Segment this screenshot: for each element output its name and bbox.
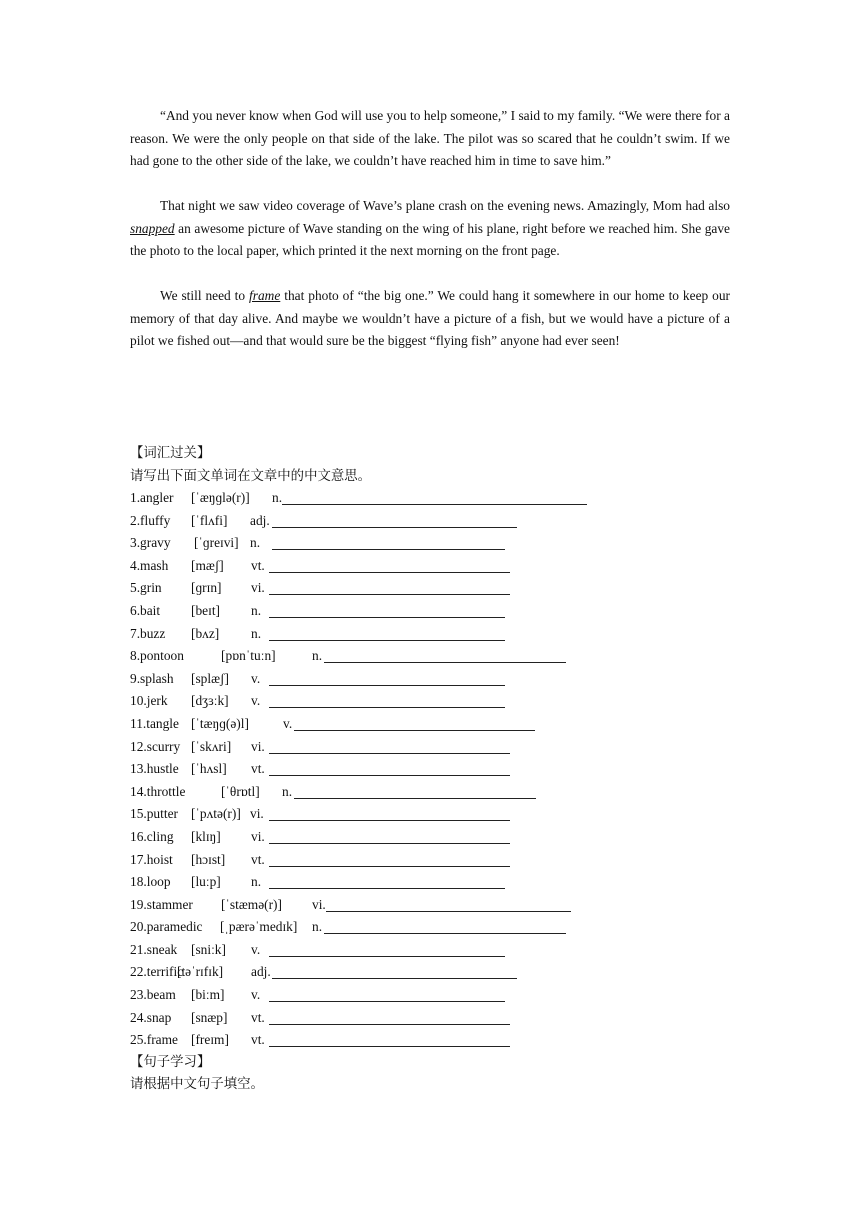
vocab-part-of-speech: n. (251, 874, 262, 890)
answer-blank[interactable] (326, 911, 571, 912)
vocab-phonetic: [biːm] (191, 987, 225, 1003)
vocab-item (130, 487, 750, 510)
vocab-part-of-speech: vt. (251, 851, 265, 867)
vocab-word: 19.stammer (130, 896, 193, 912)
vocab-part-of-speech: v. (251, 987, 261, 1003)
keyword-snapped: snapped (130, 220, 175, 236)
vocab-item (130, 803, 750, 826)
answer-blank[interactable] (269, 685, 505, 686)
answer-blank[interactable] (269, 594, 510, 595)
vocab-word: 11.tangle (130, 715, 179, 731)
keyword-frame: frame (249, 288, 281, 303)
vocab-word: 2.fluffy (130, 512, 171, 528)
answer-blank[interactable] (269, 1024, 510, 1025)
vocab-word: 18.loop (130, 874, 171, 890)
answer-blank[interactable] (269, 707, 505, 708)
vocab-part-of-speech: v. (251, 670, 261, 686)
vocab-item (130, 939, 750, 962)
vocab-word: 16.cling (130, 828, 174, 844)
vocab-word: 4.mash (130, 557, 169, 573)
vocab-phonetic: [ˈflʌfi] (191, 512, 228, 528)
vocab-section-title: 【词汇过关】 (130, 445, 211, 460)
vocab-word: 8.pontoon (130, 648, 184, 664)
sentence-section-title: 【句子学习】 (130, 1054, 211, 1069)
passage-text: “And you never know when God will use you to help someone,” I said to my family. “We were there for a reason. We were the only people on that side of the lake. The pilot was so scared that he couldn’t swim. If we had gone to the other side of the lake, we couldn’t have reached him in time to save him.” (130, 108, 730, 169)
vocab-part-of-speech: vi. (251, 828, 265, 844)
vocab-item (130, 600, 750, 623)
vocab-phonetic: [ɡrɪn] (191, 580, 222, 596)
vocab-item (130, 849, 750, 872)
vocab-phonetic: [ˈɡreɪvi] (194, 535, 239, 551)
vocab-phonetic: [ˌpærəˈmedɪk] (220, 919, 298, 935)
vocab-word: 3.gravy (130, 535, 171, 551)
vocab-item (130, 623, 750, 646)
vocab-item (130, 984, 750, 1007)
passage-paragraph-2 (130, 195, 730, 263)
vocab-phonetic: [ˈskʌri] (191, 738, 232, 754)
answer-blank[interactable] (324, 933, 566, 934)
vocab-item (130, 871, 750, 894)
vocab-part-of-speech: adj. (250, 512, 270, 528)
vocab-phonetic: [freɪm] (191, 1032, 229, 1048)
answer-blank[interactable] (269, 843, 510, 844)
vocab-part-of-speech: n. (251, 625, 262, 641)
vocab-word: 10.jerk (130, 693, 168, 709)
vocab-phonetic: [ˈæŋɡlə(r)] (191, 490, 250, 505)
answer-blank[interactable] (269, 888, 505, 889)
vocab-part-of-speech: vi. (251, 738, 265, 754)
vocab-item (130, 826, 750, 849)
vocab-word: 9.splash (130, 670, 174, 686)
vocab-word: 1.angler (130, 490, 174, 505)
vocab-word: 24.snap (130, 1009, 172, 1025)
vocab-word: 25.frame (130, 1032, 178, 1048)
vocab-word: 23.beam (130, 987, 176, 1003)
vocab-item (130, 758, 750, 781)
vocab-item (130, 894, 750, 917)
answer-blank[interactable] (269, 640, 505, 641)
vocab-part-of-speech: v. (283, 715, 293, 731)
vocab-word: 7.buzz (130, 625, 166, 641)
vocab-part-of-speech: v. (251, 941, 261, 957)
vocab-word: 21.sneak (130, 941, 178, 957)
passage-paragraph-1 (130, 105, 730, 173)
vocab-part-of-speech: vi. (312, 896, 326, 912)
vocab-item (130, 555, 750, 578)
answer-blank[interactable] (324, 662, 566, 663)
answer-blank[interactable] (269, 617, 505, 618)
answer-blank[interactable] (294, 730, 535, 731)
vocab-part-of-speech: vt. (251, 1009, 265, 1025)
vocab-item (130, 736, 750, 759)
answer-blank[interactable] (269, 775, 510, 776)
vocab-part-of-speech: vt. (251, 761, 265, 777)
passage-paragraph-3 (130, 285, 730, 353)
vocab-word: 20.paramedic (130, 919, 203, 935)
vocab-phonetic: [təˈrɪfɪk] (177, 964, 224, 980)
vocab-word: 12.scurry (130, 738, 181, 754)
vocab-word: 15.putter (130, 806, 178, 822)
vocab-part-of-speech: vi. (250, 806, 264, 822)
vocab-phonetic: [beɪt] (191, 602, 220, 618)
answer-blank[interactable] (272, 978, 517, 979)
answer-blank[interactable] (272, 549, 505, 550)
vocab-phonetic: [ˈstæmə(r)] (221, 896, 282, 912)
vocab-phonetic: [ˈhʌsl] (191, 761, 227, 777)
vocab-word: 22.terrific (130, 964, 184, 980)
answer-blank[interactable] (272, 527, 517, 528)
vocab-phonetic: [ˈθrɒtl] (221, 783, 260, 799)
vocab-word: 6.bait (130, 602, 161, 618)
passage-text: that photo of “the big one.” We could hang it somewhere in our home to keep our memory of that day alive. And maybe we wouldn’t have a picture of a fish, but we would have a picture of a pilot we fished out—and that would sure be the biggest “flying fish” anyone had ever seen! (130, 288, 730, 349)
passage-text: We still need to (160, 288, 250, 303)
vocab-item (130, 577, 750, 600)
vocab-phonetic: [luːp] (191, 874, 221, 890)
vocab-phonetic: [dʒɜːk] (191, 693, 229, 709)
vocab-part-of-speech: v. (251, 693, 261, 709)
vocab-phonetic: [klɪŋ] (191, 828, 221, 844)
answer-blank[interactable] (269, 1001, 505, 1002)
vocab-phonetic: [pɒnˈtuːn] (221, 648, 276, 664)
answer-blank[interactable] (269, 1046, 510, 1047)
vocab-phonetic: [splæʃ] (191, 670, 229, 686)
vocab-part-of-speech: n. (312, 648, 323, 664)
vocab-part-of-speech: n. (250, 535, 261, 551)
vocab-part-of-speech: vi. (251, 580, 265, 596)
vocab-phonetic: [hɔɪst] (191, 851, 226, 867)
vocab-part-of-speech: n. (282, 783, 293, 799)
answer-blank[interactable] (269, 956, 505, 957)
vocab-part-of-speech: n. (312, 919, 323, 935)
passage-text: an awesome picture of Wave standing on the wing of his plane, right before we reached him. She gave the photo to the local paper, which printed it the next morning on the front page. (130, 220, 730, 259)
vocab-word: 13.hustle (130, 761, 179, 777)
vocab-item (130, 532, 750, 555)
answer-blank[interactable] (294, 798, 536, 799)
vocab-phonetic: [ˈpʌtə(r)] (191, 806, 241, 822)
vocab-phonetic: [mæʃ] (191, 557, 224, 573)
vocab-phonetic: [snæp] (191, 1009, 228, 1025)
vocab-phonetic: [bʌz] (191, 625, 220, 641)
vocab-item (130, 961, 750, 984)
vocab-part-of-speech: vt. (251, 557, 265, 573)
answer-blank[interactable] (269, 866, 510, 867)
vocab-part-of-speech: adj. (251, 964, 271, 980)
vocab-item (130, 510, 750, 533)
vocab-phonetic: [ˈtæŋɡ(ə)l] (191, 715, 249, 731)
vocab-item (130, 1029, 750, 1052)
vocab-item (130, 713, 750, 736)
passage-text: That night we saw video coverage of Wave’s plane crash on the evening news. Amazingly, Mom had also (160, 198, 730, 213)
vocab-item (130, 916, 750, 939)
vocab-item (130, 690, 750, 713)
vocab-item (130, 1007, 750, 1030)
vocab-list (130, 487, 750, 1052)
vocab-part-of-speech: n. (251, 602, 262, 618)
vocab-item (130, 781, 750, 804)
answer-blank[interactable] (269, 820, 510, 821)
vocab-word: 14.throttle (130, 783, 186, 799)
vocab-part-of-speech: n. (272, 490, 283, 505)
vocab-phonetic: [sniːk] (191, 941, 226, 957)
answer-blank[interactable] (269, 572, 510, 573)
answer-blank[interactable] (269, 753, 510, 754)
answer-blank[interactable] (282, 504, 587, 505)
sentence-instruction: 请根据中文句子填空。 (130, 1076, 264, 1091)
vocab-item (130, 645, 750, 668)
vocab-item (130, 668, 750, 691)
vocab-word: 17.hoist (130, 851, 173, 867)
vocab-part-of-speech: vt. (251, 1032, 265, 1048)
vocab-word: 5.grin (130, 580, 162, 596)
vocab-instruction: 请写出下面文单词在文章中的中文意思。 (130, 468, 372, 483)
